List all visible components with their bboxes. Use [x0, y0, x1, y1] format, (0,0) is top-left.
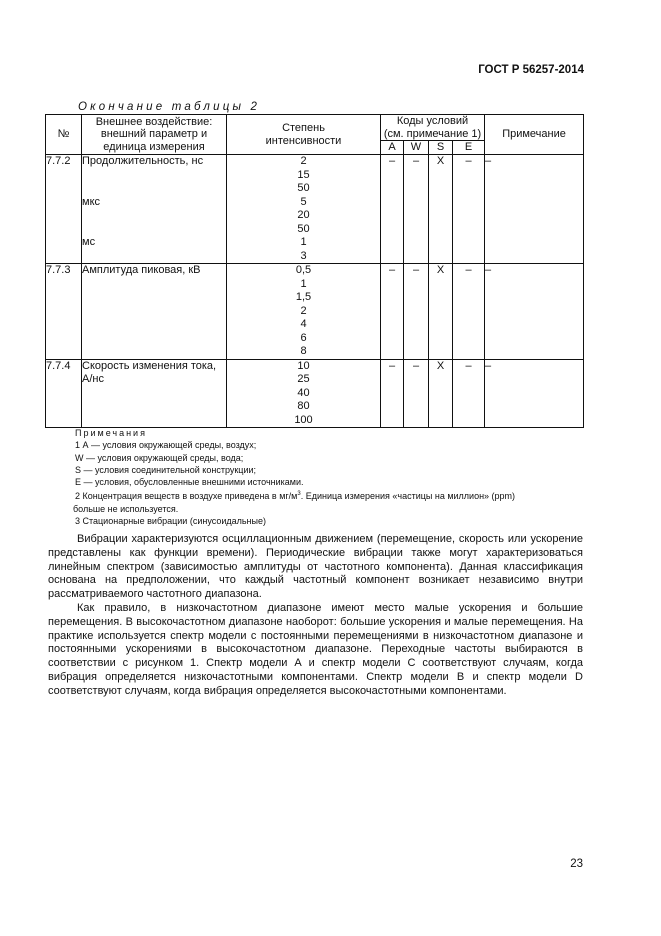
paragraph: Как правило, в низкочастотном диапазоне имеют место малые ускорения и большие перемещения. В высокочастотном диапазоне наоборот: большие ускорения и малые перемещения. На практике используется спектр модели с постоянными перемещениями в низкочастотном диапазоне и постоянными ускорениями в высокочастотном диапазоне. Переходные частоты выбираются в соответствии с рисунком 1. Спектр модели А и спектр модели С соответствуют случаям, когда вибрация определяется низкочастотными компонентами. Спектр модели В и спектр модели D соответствуют случаям, когда вибрация определяется высокочастотными компонентами. — [48, 601, 583, 697]
table-notes — [75, 427, 585, 527]
intensity-value: 3 — [300, 249, 307, 262]
row-code: – — [453, 264, 485, 360]
row-code: X — [429, 264, 453, 360]
intensity-value: 20 — [297, 209, 310, 222]
note-item: W — условия окружающей среды, вода; — [75, 452, 244, 463]
intensity-value: 5 — [300, 195, 307, 208]
standard-number: ГОСТ Р 56257-2014 — [478, 64, 584, 76]
table-row — [46, 359, 584, 428]
conditions-table — [45, 114, 584, 428]
header-note: Примечание — [485, 115, 584, 155]
intensity-value: 4 — [300, 318, 307, 331]
intensity-value: 50 — [297, 222, 310, 235]
intensity-value: 25 — [297, 373, 310, 386]
header-code-s: S — [429, 141, 453, 155]
row-note: – — [485, 155, 584, 264]
note-item: Е — условия, обусловленные внешними источниками. — [75, 477, 304, 488]
row-number: 7.7.2 — [46, 155, 82, 264]
header-codes: Коды условий (см. примечание 1) — [381, 115, 485, 141]
table-row — [46, 264, 584, 360]
row-note: – — [485, 359, 584, 428]
row-code: X — [429, 155, 453, 264]
note-item: 1 А — условия окружающей среды, воздух; — [75, 440, 257, 451]
row-note: – — [485, 264, 584, 360]
row-code: – — [453, 155, 485, 264]
intensity-value: 1 — [300, 277, 307, 290]
row-code: – — [453, 359, 485, 428]
row-intensity — [227, 359, 381, 428]
intensity-value: 50 — [297, 182, 310, 195]
intensity-value: 1 — [300, 236, 307, 249]
row-code: – — [404, 359, 429, 428]
table-caption: Окончание таблицы 2 — [78, 101, 261, 113]
note-item: S — условия соединительной конструкции; — [75, 464, 256, 475]
row-parameter: Скорость изменения тока, А/нс — [82, 359, 227, 428]
notes-title: Примечания — [75, 428, 147, 438]
intensity-value: 100 — [294, 413, 313, 426]
row-parameter: Амплитуда пиковая, кВ — [82, 264, 227, 360]
header-no: № — [46, 115, 82, 155]
intensity-value: 10 — [297, 359, 310, 372]
header-code-w: W — [404, 141, 429, 155]
row-code: X — [429, 359, 453, 428]
header-code-a: A — [381, 141, 404, 155]
body-text — [48, 533, 583, 699]
intensity-value: 2 — [300, 304, 307, 317]
intensity-value: 2 — [300, 155, 307, 168]
row-code: – — [404, 155, 429, 264]
row-code: – — [381, 264, 404, 360]
row-code: – — [381, 155, 404, 264]
note-2-cont: больше не используется. — [73, 503, 179, 514]
intensity-value: 40 — [297, 386, 310, 399]
intensity-value: 1,5 — [295, 291, 312, 304]
row-number: 7.7.4 — [46, 359, 82, 428]
header-code-e: E — [453, 141, 485, 155]
intensity-value: 8 — [300, 345, 307, 358]
paragraph: Вибрации характеризуются осциллационным движением (перемещение, скорость или ускорение представлены как функции времени). Периодические вибрации также могут характеризоваться линейным спектром (зависимостью амплитуды от частотного компонента). Данная классификация основана на предположении, что каждый частотный компонент возникает независимо внутри рассматриваемого частотного диапазона. — [48, 533, 583, 601]
table-row — [46, 155, 584, 264]
row-code: – — [404, 264, 429, 360]
row-parameter: Продолжительность, нс мкс мс — [82, 155, 227, 264]
intensity-value: 0,5 — [295, 264, 312, 277]
header-intensity: Степень интенсивности — [227, 115, 381, 155]
page-number: 23 — [570, 858, 583, 870]
intensity-value: 15 — [297, 168, 310, 181]
row-number: 7.7.3 — [46, 264, 82, 360]
intensity-value: 6 — [300, 331, 307, 344]
row-intensity — [227, 155, 381, 264]
intensity-value: 80 — [297, 400, 310, 413]
header-param: Внешнее воздействие: внешний параметр и единица измерения — [82, 115, 227, 155]
note-3: 3 Стационарные вибрации (синусоидальные) — [75, 516, 266, 527]
row-intensity — [227, 264, 381, 360]
row-code: – — [381, 359, 404, 428]
note-2: 2 Концентрация веществ в воздухе приведена в $мг/м^3$. Единица измерения «частицы на миллион» (ppm) — [75, 491, 516, 502]
